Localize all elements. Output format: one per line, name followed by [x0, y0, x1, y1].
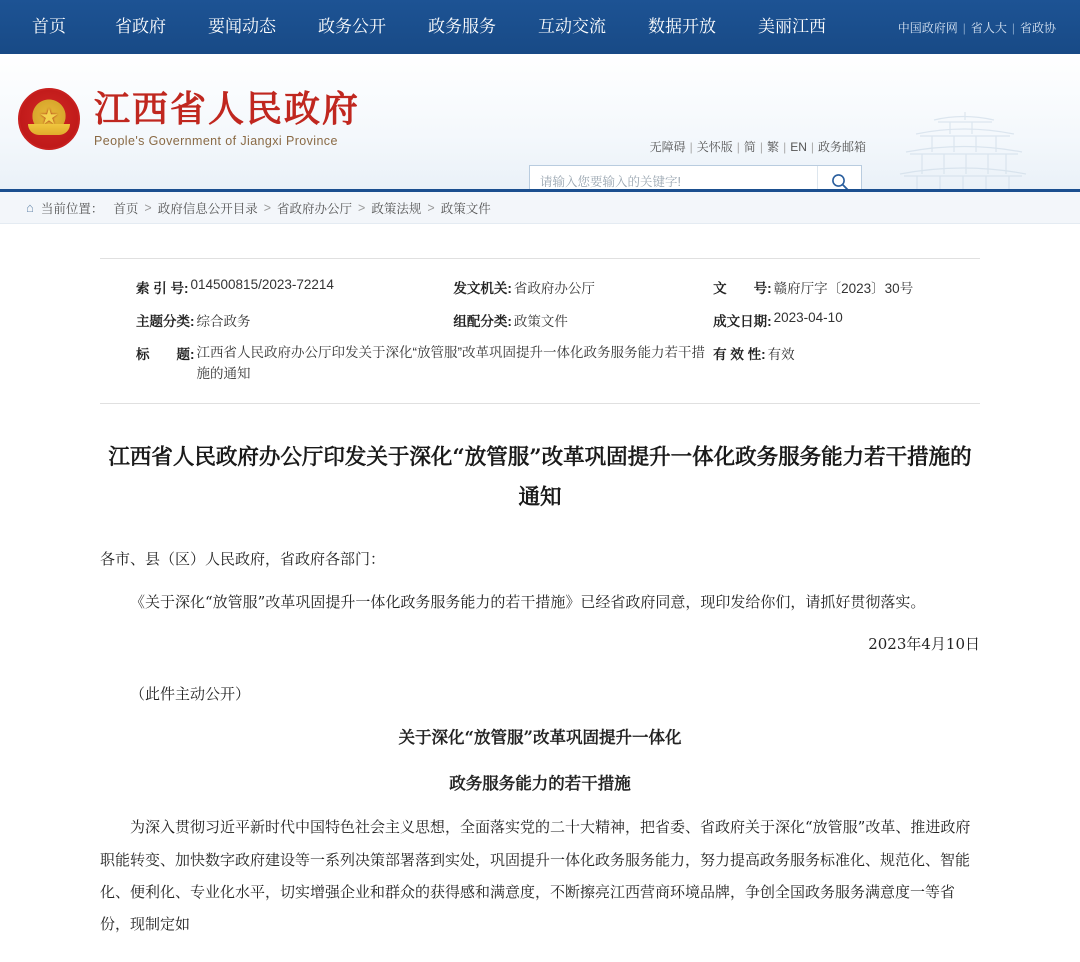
metadata-issue-date [713, 310, 944, 330]
breadcrumb-item-disclosure-catalog[interactable]: 政府信息公开目录 [157, 201, 258, 216]
document-salutation: 各市、县（区）人民政府，省政府各部门： [100, 550, 386, 569]
metadata-row [136, 310, 944, 330]
breadcrumb-item-general-office[interactable]: 省政府办公厅 [277, 201, 353, 216]
metadata-key: 文 号: [713, 281, 772, 296]
breadcrumb-item-policy-regulations[interactable]: 政策法规 [371, 201, 422, 216]
utility-links [530, 138, 866, 155]
metadata-key: 发文机关: [453, 281, 512, 296]
top-nav-menu [26, 0, 898, 54]
metadata-document-number [713, 277, 944, 297]
nav-item-government-affairs-disclosure[interactable]: 政务公开 [318, 17, 386, 36]
link-provincial-cppcc[interactable]: 省政协 [1019, 20, 1056, 35]
metadata-value: 有效 [767, 347, 795, 362]
search-box[interactable] [529, 165, 862, 192]
breadcrumb-separator: > [427, 200, 435, 215]
document-paragraph-1: 《关于深化“放管服”改革巩固提升一体化政务服务能力的若干措施》已经省政府同意，现印发给你们，请抓好贯彻落实。 [130, 592, 926, 611]
link-english[interactable]: EN [790, 140, 807, 154]
metadata-key: 有 效 性: [713, 347, 766, 362]
nav-item-government-services[interactable]: 政务服务 [428, 17, 496, 36]
metadata-key: 成文日期: [713, 314, 772, 329]
nav-item-home[interactable]: 首页 [32, 17, 66, 36]
spacer [100, 670, 980, 678]
metadata-value: 014500815/2023-72214 [190, 277, 334, 292]
top-nav-external-links [898, 19, 1062, 36]
document-publication-note: （此件主动公开） [130, 685, 251, 704]
breadcrumb-label: 当前位置： [40, 201, 104, 216]
document-date: 2023年4月10日 [868, 634, 980, 653]
link-separator: | [783, 140, 787, 154]
link-separator: | [759, 140, 764, 154]
tengwang-pavilion-illustration [822, 110, 1072, 192]
nav-item-beautiful-jiangxi[interactable]: 美丽江西 [758, 17, 826, 36]
metadata-value: 综合政务 [196, 314, 251, 329]
nav-item-interaction[interactable]: 互动交流 [538, 17, 606, 36]
document-body [100, 543, 980, 940]
metadata-key: 标 题: [136, 347, 195, 362]
nav-item-open-data[interactable]: 数据开放 [648, 17, 716, 36]
breadcrumb-separator: > [358, 200, 366, 215]
document-subtitle-line-2: 政务服务能力的若干措施 [449, 773, 631, 793]
metadata-validity [713, 343, 944, 385]
site-header [0, 54, 1080, 192]
link-care-version[interactable]: 关怀版 [696, 140, 733, 154]
link-provincial-peoples-congress[interactable]: 省人大 [970, 20, 1007, 35]
link-government-email[interactable]: 政务邮箱 [817, 140, 866, 154]
document-paragraph-2: 为深入贯彻习近平新时代中国特色社会主义思想，全面落实党的二十大精神，把省委、省政府关于深化“放管服”改革、推进政府职能转变、加快数字政府建设等一系列决策部署落到实处，巩固提升一体化政务服务能力，努力提高政务服务标准化、规范化、智能化、便利化、专业化水平，切实增强企业和群众的获得感和满意度，不断擦亮江西营商环境品牌，争创全国政务服务满意度一等省份，现制定如 [100, 818, 971, 934]
metadata-value: 赣府厅字〔2023〕30号 [773, 281, 914, 296]
link-separator: | [962, 20, 966, 35]
document-subtitle-line-1: 关于深化“放管服”改革巩固提升一体化 [398, 728, 682, 748]
breadcrumb-separator: > [144, 200, 152, 215]
document-metadata-table [100, 258, 980, 404]
search-input[interactable] [530, 166, 817, 192]
metadata-value: 2023-04-10 [773, 310, 843, 325]
link-simplified-chinese[interactable]: 简 [743, 140, 756, 154]
breadcrumb [0, 192, 1080, 224]
link-accessibility[interactable]: 无障碍 [649, 140, 686, 154]
nav-item-provincial-government[interactable]: 省政府 [115, 17, 166, 36]
metadata-index-number [136, 277, 453, 297]
link-separator: | [689, 140, 693, 154]
metadata-key: 组配分类: [453, 314, 512, 329]
site-name-cn: 江西省人民政府 [94, 88, 361, 131]
link-separator: | [810, 140, 814, 154]
site-brand[interactable] [18, 88, 360, 150]
national-emblem-icon [18, 88, 80, 150]
metadata-row [136, 277, 944, 297]
breadcrumb-separator: > [263, 200, 272, 215]
link-separator: | [1011, 20, 1015, 35]
metadata-key: 主题分类: [136, 314, 195, 329]
breadcrumb-item-home[interactable]: 首页 [113, 201, 139, 216]
home-icon: ⌂ [26, 200, 34, 215]
metadata-value: 政策文件 [513, 314, 568, 329]
site-brand-text [94, 90, 360, 148]
breadcrumb-item-policy-documents[interactable]: 政策文件 [440, 201, 491, 216]
document-container [100, 258, 980, 940]
top-navigation-bar [0, 0, 1080, 54]
metadata-row [136, 343, 944, 385]
page-body [0, 258, 1080, 962]
metadata-group-category [453, 310, 713, 330]
link-traditional-chinese[interactable]: 繁 [767, 140, 780, 154]
link-separator: | [736, 140, 740, 154]
link-china-gov[interactable]: 中国政府网 [897, 20, 958, 35]
page-title: 江西省人民政府办公厅印发关于深化“放管服”改革巩固提升一体化政务服务能力若干措施的通知 [108, 444, 972, 510]
metadata-issuing-agency [453, 277, 713, 297]
metadata-title [136, 343, 713, 385]
metadata-value: 江西省人民政府办公厅印发关于深化“放管服”改革巩固提升一体化政务服务能力若干措施的通知 [196, 345, 705, 381]
metadata-topic-category [136, 310, 453, 330]
metadata-key: 索 引 号: [136, 281, 189, 296]
nav-item-news[interactable]: 要闻动态 [208, 17, 276, 36]
metadata-value: 省政府办公厅 [513, 281, 595, 296]
site-name-en: People's Government of Jiangxi Province [94, 133, 338, 148]
